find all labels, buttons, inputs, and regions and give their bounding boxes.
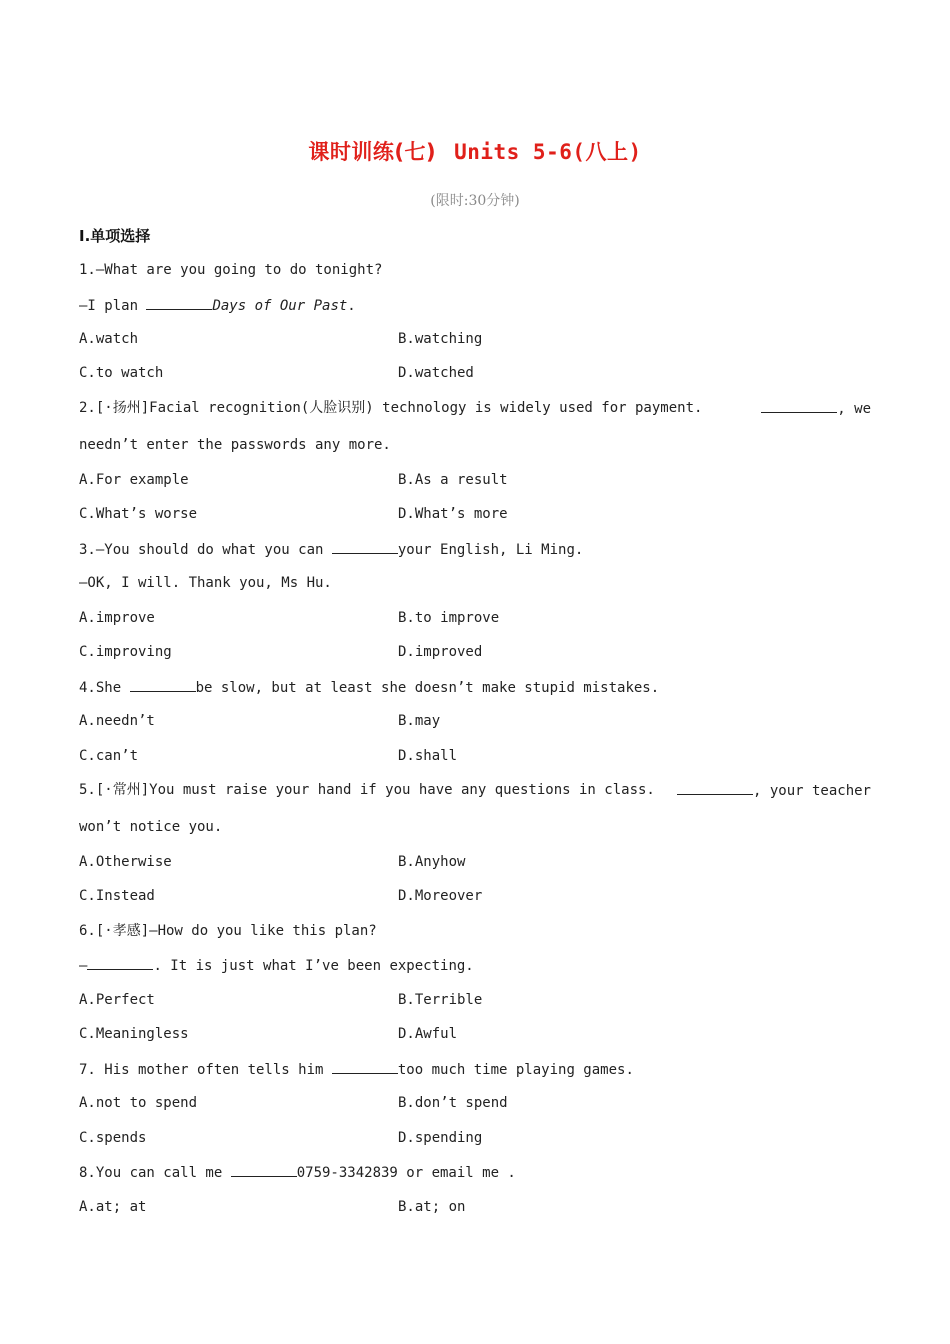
option-d[interactable]: D.improved — [398, 644, 483, 660]
option-c[interactable]: C.can’t — [79, 748, 139, 764]
section-heading: Ⅰ.单项选择 — [79, 227, 151, 245]
question-8-line-1: 8.You can call me 0759-3342839 or email me . — [79, 1162, 516, 1183]
question-4-line-1: 4.She be slow, but at least she doesn’t make stupid mistakes. — [79, 677, 659, 698]
option-a[interactable]: A.watch — [79, 331, 139, 347]
question-2-line-1: 2.[·扬州]Facial recognition(人脸识别) technology is widely used for payment. , we — [79, 400, 871, 417]
option-d[interactable]: D.watched — [398, 365, 474, 381]
question-6-line-1: 6.[·孝感]—How do you like this plan? — [79, 923, 377, 939]
option-d[interactable]: D.Moreover — [398, 888, 483, 904]
question-1-line-2: —I plan Days of Our Past. — [79, 295, 356, 316]
question-3-line-2: —OK, I will. Thank you, Ms Hu. — [79, 575, 332, 591]
option-a[interactable]: A.Otherwise — [79, 854, 172, 870]
option-a[interactable]: A.For example — [79, 472, 189, 488]
option-a[interactable]: A.needn’t — [79, 713, 155, 729]
option-b[interactable]: B.watching — [398, 331, 483, 347]
answer-blank[interactable] — [332, 539, 398, 554]
answer-blank[interactable] — [87, 955, 153, 970]
question-2-line-2: needn’t enter the passwords any more. — [79, 437, 391, 453]
page-title — [0, 136, 950, 166]
option-c[interactable]: C.spends — [79, 1130, 147, 1146]
option-b[interactable]: B.at; on — [398, 1199, 466, 1215]
answer-blank[interactable] — [130, 677, 196, 692]
answer-blank[interactable] — [677, 780, 753, 795]
option-b[interactable]: B.may — [398, 713, 441, 729]
question-3-line-1: 3.—You should do what you can your English, Li Ming. — [79, 539, 583, 560]
title-units: Units 5-6(八上) — [454, 140, 642, 164]
option-c[interactable]: C.to watch — [79, 365, 164, 381]
option-b[interactable]: B.As a result — [398, 472, 508, 488]
option-b[interactable]: B.to improve — [398, 610, 500, 626]
option-b[interactable]: B.don’t spend — [398, 1095, 508, 1111]
option-c[interactable]: C.Instead — [79, 888, 155, 904]
answer-blank[interactable] — [761, 398, 837, 413]
option-d[interactable]: D.Awful — [398, 1026, 458, 1042]
option-a[interactable]: A.Perfect — [79, 992, 155, 1008]
answer-blank[interactable] — [332, 1059, 398, 1074]
question-1-line-1: 1.—What are you going to do tonight? — [79, 262, 383, 278]
option-d[interactable]: D.What’s more — [398, 506, 508, 522]
answer-blank[interactable] — [231, 1162, 297, 1177]
option-a[interactable]: A.not to spend — [79, 1095, 198, 1111]
time-limit: (限时:30分钟) — [430, 193, 520, 209]
option-a[interactable]: A.at; at — [79, 1199, 147, 1215]
question-5-line-1: 5.[·常州]You must raise your hand if you have any questions in class. , your teacher — [79, 782, 871, 799]
option-c[interactable]: C.Meaningless — [79, 1026, 189, 1042]
question-6-line-2: — . It is just what I’ve been expecting. — [79, 955, 474, 976]
option-d[interactable]: D.shall — [398, 748, 458, 764]
question-7-line-1: 7. His mother often tells him too much time playing games. — [79, 1059, 634, 1080]
option-a[interactable]: A.improve — [79, 610, 155, 626]
question-5-line-2: won’t notice you. — [79, 819, 223, 835]
option-b[interactable]: B.Anyhow — [398, 854, 466, 870]
option-c[interactable]: C.improving — [79, 644, 172, 660]
title-chinese: 课时训练(七) — [308, 140, 437, 164]
option-c[interactable]: C.What’s worse — [79, 506, 198, 522]
option-b[interactable]: B.Terrible — [398, 992, 483, 1008]
answer-blank[interactable] — [146, 295, 212, 310]
option-d[interactable]: D.spending — [398, 1130, 483, 1146]
